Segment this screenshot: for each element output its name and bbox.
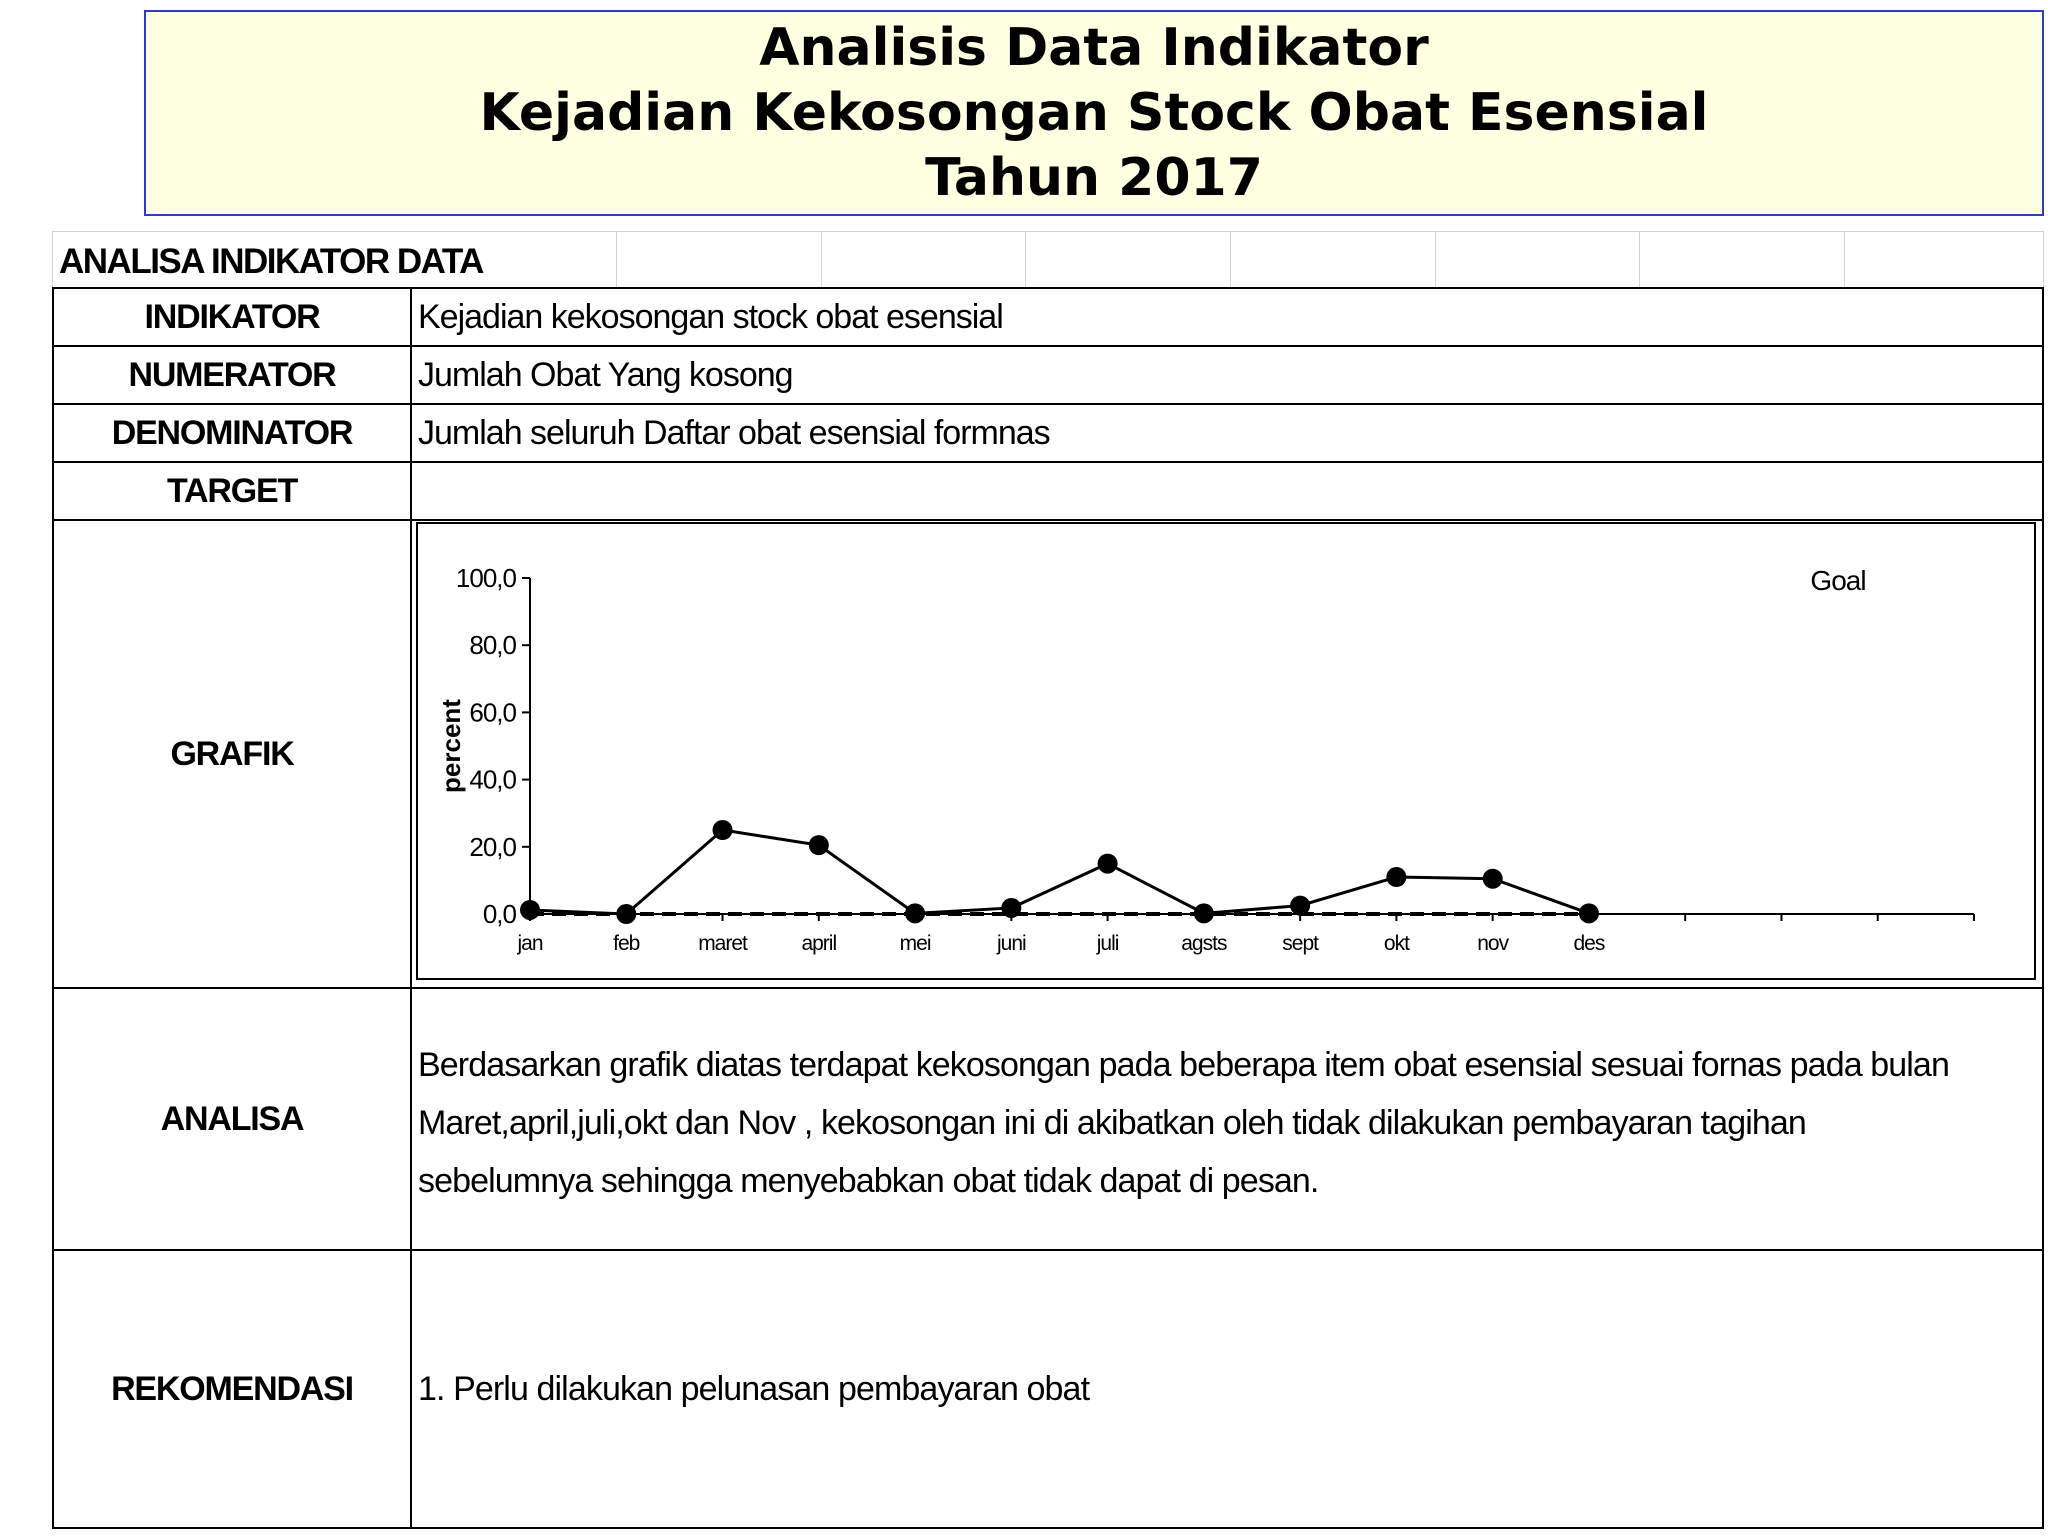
value-cell <box>412 1251 2042 1527</box>
value-rekomendasi: 1. Perlu dilakukan pelunasan pembayaran obat <box>418 1369 1090 1408</box>
section-header-label: ANALISA INDIKATOR DATA <box>59 242 483 281</box>
gridline <box>1844 232 1845 288</box>
title-box <box>144 10 2044 216</box>
value-cell <box>412 289 2042 345</box>
row-denominator <box>54 405 2042 463</box>
data-point <box>1098 854 1118 874</box>
legend-goal: Goal <box>1810 565 1866 596</box>
label-indikator: INDIKATOR <box>144 297 320 336</box>
analisa-paragraph <box>418 1036 2018 1210</box>
x-tick-label: nov <box>1477 932 1509 955</box>
x-tick-label: feb <box>613 932 640 955</box>
gridline <box>2043 232 2044 288</box>
x-tick-label: sept <box>1282 932 1318 955</box>
label-cell <box>54 1251 412 1527</box>
section-header <box>52 231 2044 287</box>
data-point <box>1386 867 1406 887</box>
gridline <box>616 232 617 288</box>
label-numerator: NUMERATOR <box>128 355 336 394</box>
y-tick-label: 40,0 <box>469 764 516 795</box>
label-analisa: ANALISA <box>160 1099 304 1138</box>
series-line <box>530 830 1589 914</box>
analisa-line-2: Maret,april,juli,okt dan Nov , kekosongan ini di akibatkan oleh tidak dilakukan pembayaran tagihan <box>418 1104 1806 1142</box>
data-point <box>520 900 540 920</box>
chart-frame <box>416 522 2036 980</box>
row-indikator <box>54 289 2042 347</box>
y-axis-label: percent <box>436 699 466 793</box>
x-tick-label: juni <box>996 932 1026 955</box>
label-denominator: DENOMINATOR <box>111 413 353 452</box>
x-tick-label: jan <box>517 932 543 955</box>
label-cell <box>54 405 412 461</box>
x-tick-label: agsts <box>1181 932 1227 955</box>
label-grafik: GRAFIK <box>170 734 294 773</box>
label-cell <box>54 289 412 345</box>
gridline <box>821 232 822 288</box>
value-denominator: Jumlah seluruh Daftar obat esensial formnas <box>418 413 1050 452</box>
title-line-2: Kejadian Kekosongan Stock Obat Esensial <box>479 82 1709 143</box>
row-target <box>54 463 2042 521</box>
value-cell <box>412 347 2042 403</box>
label-cell <box>54 463 412 519</box>
data-point <box>713 820 733 840</box>
title-line-3: Tahun 2017 <box>925 147 1263 208</box>
x-tick-label: april <box>801 932 837 955</box>
value-cell <box>412 405 2042 461</box>
gridline <box>1435 232 1436 288</box>
y-tick-label: 20,0 <box>469 831 516 862</box>
gridline <box>1639 232 1640 288</box>
label-cell <box>54 521 412 987</box>
value-indikator: Kejadian kekosongan stock obat esensial <box>418 297 1003 336</box>
y-tick-label: 60,0 <box>469 697 516 728</box>
y-tick-label: 100,0 <box>455 563 516 593</box>
row-rekomendasi <box>54 1251 2042 1527</box>
row-numerator <box>54 347 2042 405</box>
label-rekomendasi: REKOMENDASI <box>111 1369 353 1408</box>
x-tick-label: okt <box>1383 932 1409 955</box>
x-tick-label: maret <box>698 932 747 955</box>
label-cell <box>54 989 412 1249</box>
analisa-line-1: Berdasarkan grafik diatas terdapat kekosongan pada beberapa item obat esensial sesuai fornas pada bulan <box>418 1046 1949 1084</box>
title-line-1: Analisis Data Indikator <box>759 17 1429 78</box>
y-tick-label: 0,0 <box>482 899 516 929</box>
line-chart <box>418 524 2034 978</box>
value-cell <box>412 463 2042 519</box>
label-cell <box>54 347 412 403</box>
data-point <box>1483 869 1503 889</box>
data-point <box>809 835 829 855</box>
value-numerator: Jumlah Obat Yang kosong <box>418 355 793 394</box>
analisa-line-3: sebelumnya sehingga menyebabkan obat tidak dapat di pesan. <box>418 1162 1319 1200</box>
label-target: TARGET <box>166 471 298 510</box>
x-tick-label: juli <box>1096 932 1119 955</box>
x-tick-label: mei <box>899 932 931 955</box>
y-tick-label: 80,0 <box>469 630 516 661</box>
x-tick-label: des <box>1573 932 1605 955</box>
gridline <box>1230 232 1231 288</box>
gridline <box>1025 232 1026 288</box>
